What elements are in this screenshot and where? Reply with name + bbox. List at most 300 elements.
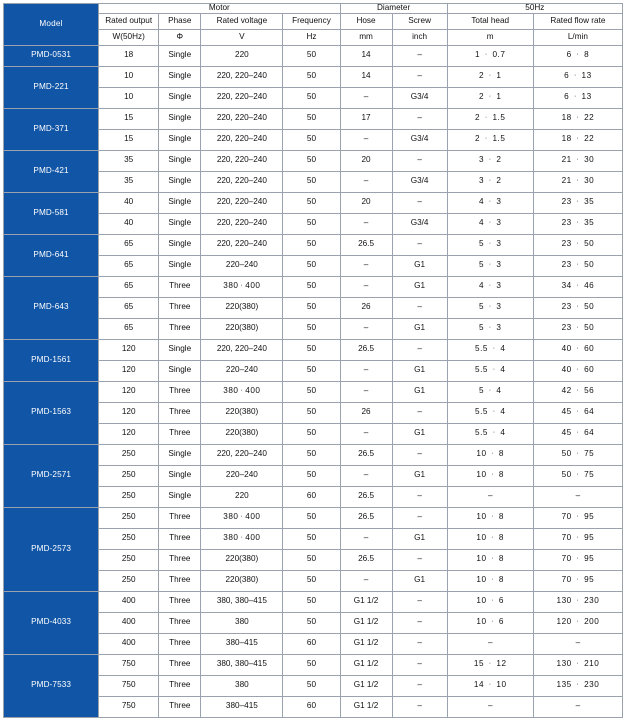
cell-hose: G1 1/2 xyxy=(340,675,392,696)
table-row xyxy=(4,507,623,528)
cell-rated-voltage: 220, 220–240 xyxy=(201,87,283,108)
cell-phase: Three xyxy=(159,402,201,423)
cell-frequency: 50 xyxy=(283,87,340,108)
cell-hose: 26.5 xyxy=(340,549,392,570)
cell-hose: G1 1/2 xyxy=(340,633,392,654)
cell-screw: G1 xyxy=(392,318,447,339)
cell-screw: G1 xyxy=(392,360,447,381)
cell-hose: – xyxy=(340,381,392,402)
cell-rated-voltage: 220(380) xyxy=(201,423,283,444)
cell-hose: G1 1/2 xyxy=(340,591,392,612)
cell-phase: Three xyxy=(159,549,201,570)
cell-hose: 26 xyxy=(340,297,392,318)
cell-phase: Single xyxy=(159,87,201,108)
cell-phase: Three xyxy=(159,591,201,612)
cell-rated-output: 65 xyxy=(99,234,159,255)
model-cell: PMD-0531 xyxy=(4,45,99,66)
cell-rated-voltage: 220, 220–240 xyxy=(201,66,283,87)
cell-rated-output: 15 xyxy=(99,108,159,129)
cell-phase: Three xyxy=(159,612,201,633)
cell-hose: 20 xyxy=(340,150,392,171)
table-row xyxy=(4,45,623,66)
cell-total-head: 4 · 3 xyxy=(447,276,533,297)
cell-phase: Three xyxy=(159,675,201,696)
cell-rated-flow-rate: 130 · 230 xyxy=(533,591,622,612)
cell-rated-voltage: 220(380) xyxy=(201,402,283,423)
header-group-motor: Motor xyxy=(99,4,340,14)
cell-total-head: 2 · 1 xyxy=(447,87,533,108)
cell-total-head: 2 · 1.5 xyxy=(447,129,533,150)
table-header xyxy=(4,4,623,46)
cell-rated-voltage: 220(380) xyxy=(201,318,283,339)
cell-screw: – xyxy=(392,654,447,675)
cell-rated-flow-rate: 18 · 22 xyxy=(533,108,622,129)
table-body xyxy=(4,45,623,717)
cell-rated-voltage: 220 xyxy=(201,45,283,66)
cell-phase: Three xyxy=(159,381,201,402)
cell-total-head: 5 · 3 xyxy=(447,255,533,276)
cell-frequency: 50 xyxy=(283,360,340,381)
cell-screw: G1 xyxy=(392,255,447,276)
cell-total-head: 4 · 3 xyxy=(447,192,533,213)
cell-total-head: 5.5 · 4 xyxy=(447,423,533,444)
cell-hose: 17 xyxy=(340,108,392,129)
cell-frequency: 50 xyxy=(283,465,340,486)
cell-rated-flow-rate: 40 · 60 xyxy=(533,339,622,360)
cell-rated-flow-rate: 23 · 50 xyxy=(533,318,622,339)
cell-rated-flow-rate: – xyxy=(533,633,622,654)
cell-hose: – xyxy=(340,423,392,444)
cell-rated-flow-rate: 34 · 46 xyxy=(533,276,622,297)
cell-frequency: 60 xyxy=(283,486,340,507)
cell-hose: G1 1/2 xyxy=(340,654,392,675)
table-row xyxy=(4,654,623,675)
cell-rated-output: 750 xyxy=(99,696,159,717)
table-row xyxy=(4,150,623,171)
cell-screw: – xyxy=(392,507,447,528)
cell-phase: Three xyxy=(159,570,201,591)
model-cell: PMD-7533 xyxy=(4,654,99,717)
cell-frequency: 50 xyxy=(283,150,340,171)
cell-hose: – xyxy=(340,213,392,234)
cell-hose: – xyxy=(340,129,392,150)
cell-rated-output: 120 xyxy=(99,339,159,360)
model-cell: PMD-1563 xyxy=(4,381,99,444)
unit-phase: Φ xyxy=(159,29,201,45)
cell-rated-output: 750 xyxy=(99,675,159,696)
cell-hose: 26.5 xyxy=(340,486,392,507)
cell-total-head: 3 · 2 xyxy=(447,150,533,171)
cell-rated-flow-rate: 135 · 230 xyxy=(533,675,622,696)
cell-rated-flow-rate: – xyxy=(533,486,622,507)
cell-screw: G1 xyxy=(392,465,447,486)
header-rated-output: Rated output xyxy=(99,13,159,29)
cell-phase: Single xyxy=(159,234,201,255)
cell-screw: – xyxy=(392,486,447,507)
cell-screw: – xyxy=(392,675,447,696)
cell-rated-voltage: 220, 220–240 xyxy=(201,108,283,129)
cell-total-head: 5 · 3 xyxy=(447,318,533,339)
cell-rated-voltage: 380, 380–415 xyxy=(201,591,283,612)
unit-frequency: Hz xyxy=(283,29,340,45)
cell-rated-voltage: 220(380) xyxy=(201,570,283,591)
cell-screw: G3/4 xyxy=(392,87,447,108)
cell-phase: Single xyxy=(159,360,201,381)
header-rated-flow-rate: Rated flow rate xyxy=(533,13,622,29)
cell-hose: – xyxy=(340,360,392,381)
cell-screw: – xyxy=(392,297,447,318)
header-hose: Hose xyxy=(340,13,392,29)
model-cell: PMD-371 xyxy=(4,108,99,150)
cell-frequency: 50 xyxy=(283,654,340,675)
cell-hose: 26.5 xyxy=(340,234,392,255)
table-row xyxy=(4,276,623,297)
cell-hose: 14 xyxy=(340,45,392,66)
cell-rated-voltage: 220(380) xyxy=(201,297,283,318)
table-row xyxy=(4,339,623,360)
cell-frequency: 50 xyxy=(283,45,340,66)
cell-rated-flow-rate: 6 · 13 xyxy=(533,66,622,87)
cell-hose: 26 xyxy=(340,402,392,423)
spec-sheet xyxy=(0,3,626,711)
cell-screw: – xyxy=(392,549,447,570)
cell-screw: G1 xyxy=(392,570,447,591)
cell-phase: Single xyxy=(159,339,201,360)
cell-rated-voltage: 220, 220–240 xyxy=(201,339,283,360)
cell-screw: – xyxy=(392,444,447,465)
cell-rated-output: 120 xyxy=(99,423,159,444)
cell-hose: – xyxy=(340,318,392,339)
cell-rated-voltage: 220–240 xyxy=(201,360,283,381)
cell-total-head: 10 · 8 xyxy=(447,570,533,591)
cell-rated-flow-rate: 120 · 200 xyxy=(533,612,622,633)
cell-total-head: 15 · 12 xyxy=(447,654,533,675)
cell-total-head: 1 · 0.7 xyxy=(447,45,533,66)
cell-hose: 26.5 xyxy=(340,507,392,528)
cell-frequency: 50 xyxy=(283,423,340,444)
cell-screw: G1 xyxy=(392,381,447,402)
header-total-head: Total head xyxy=(447,13,533,29)
cell-rated-voltage: 220, 220–240 xyxy=(201,192,283,213)
cell-frequency: 60 xyxy=(283,633,340,654)
cell-screw: – xyxy=(392,234,447,255)
cell-phase: Single xyxy=(159,486,201,507)
cell-rated-voltage: 220, 220–240 xyxy=(201,234,283,255)
table-row xyxy=(4,591,623,612)
cell-screw: – xyxy=(392,339,447,360)
header-group-50hz: 50Hz xyxy=(447,4,622,14)
cell-rated-output: 120 xyxy=(99,381,159,402)
header-phase: Phase xyxy=(159,13,201,29)
cell-rated-flow-rate: 70 · 95 xyxy=(533,507,622,528)
cell-screw: G3/4 xyxy=(392,171,447,192)
cell-rated-voltage: 220 xyxy=(201,486,283,507)
cell-phase: Three xyxy=(159,276,201,297)
cell-total-head: 5.5 · 4 xyxy=(447,360,533,381)
cell-rated-flow-rate: 50 · 75 xyxy=(533,444,622,465)
table-row xyxy=(4,108,623,129)
model-cell: PMD-2571 xyxy=(4,444,99,507)
table-row xyxy=(4,444,623,465)
cell-rated-output: 400 xyxy=(99,591,159,612)
cell-screw: – xyxy=(392,45,447,66)
cell-frequency: 50 xyxy=(283,612,340,633)
cell-phase: Single xyxy=(159,171,201,192)
cell-frequency: 50 xyxy=(283,129,340,150)
cell-frequency: 50 xyxy=(283,402,340,423)
cell-rated-flow-rate: 42 · 56 xyxy=(533,381,622,402)
cell-frequency: 50 xyxy=(283,381,340,402)
model-cell: PMD-221 xyxy=(4,66,99,108)
cell-rated-output: 750 xyxy=(99,654,159,675)
cell-hose: – xyxy=(340,570,392,591)
cell-total-head: 5 · 4 xyxy=(447,381,533,402)
cell-screw: G3/4 xyxy=(392,213,447,234)
cell-phase: Single xyxy=(159,129,201,150)
cell-rated-output: 65 xyxy=(99,276,159,297)
cell-rated-voltage: 220, 220–240 xyxy=(201,129,283,150)
cell-rated-flow-rate: 23 · 35 xyxy=(533,213,622,234)
cell-hose: – xyxy=(340,276,392,297)
table-row xyxy=(4,381,623,402)
cell-total-head: 14 · 10 xyxy=(447,675,533,696)
header-model: Model xyxy=(4,4,99,46)
cell-phase: Single xyxy=(159,255,201,276)
cell-hose: G1 1/2 xyxy=(340,696,392,717)
cell-hose: 26.5 xyxy=(340,444,392,465)
cell-frequency: 50 xyxy=(283,213,340,234)
cell-frequency: 50 xyxy=(283,297,340,318)
cell-rated-voltage: 220, 220–240 xyxy=(201,171,283,192)
cell-rated-voltage: 220(380) xyxy=(201,549,283,570)
cell-phase: Three xyxy=(159,696,201,717)
cell-rated-output: 10 xyxy=(99,66,159,87)
unit-rated-output: W(50Hz) xyxy=(99,29,159,45)
cell-screw: G1 xyxy=(392,276,447,297)
cell-total-head: 10 · 8 xyxy=(447,528,533,549)
cell-screw: G3/4 xyxy=(392,129,447,150)
cell-hose: G1 1/2 xyxy=(340,612,392,633)
cell-screw: – xyxy=(392,66,447,87)
cell-total-head: 10 · 8 xyxy=(447,507,533,528)
cell-rated-output: 250 xyxy=(99,528,159,549)
model-cell: PMD-2573 xyxy=(4,507,99,591)
cell-rated-voltage: 220–240 xyxy=(201,465,283,486)
cell-total-head: – xyxy=(447,486,533,507)
cell-phase: Three xyxy=(159,423,201,444)
unit-hose: mm xyxy=(340,29,392,45)
model-cell: PMD-641 xyxy=(4,234,99,276)
cell-phase: Single xyxy=(159,444,201,465)
cell-rated-output: 18 xyxy=(99,45,159,66)
cell-rated-flow-rate: 23 · 50 xyxy=(533,297,622,318)
header-frequency: Frequency xyxy=(283,13,340,29)
cell-rated-voltage: 220, 220–240 xyxy=(201,444,283,465)
cell-frequency: 50 xyxy=(283,276,340,297)
cell-frequency: 50 xyxy=(283,675,340,696)
cell-rated-voltage: 220–240 xyxy=(201,255,283,276)
cell-phase: Three xyxy=(159,507,201,528)
cell-hose: 26.5 xyxy=(340,339,392,360)
cell-rated-flow-rate: 70 · 95 xyxy=(533,549,622,570)
cell-rated-output: 65 xyxy=(99,318,159,339)
cell-frequency: 50 xyxy=(283,108,340,129)
cell-total-head: – xyxy=(447,696,533,717)
cell-total-head: 10 · 6 xyxy=(447,612,533,633)
cell-total-head: 5 · 3 xyxy=(447,234,533,255)
cell-phase: Single xyxy=(159,66,201,87)
cell-phase: Single xyxy=(159,192,201,213)
cell-screw: – xyxy=(392,612,447,633)
cell-rated-voltage: 380 · 400 xyxy=(201,528,283,549)
cell-rated-flow-rate: 21 · 30 xyxy=(533,171,622,192)
cell-frequency: 50 xyxy=(283,171,340,192)
cell-rated-output: 35 xyxy=(99,171,159,192)
cell-total-head: 5 · 3 xyxy=(447,297,533,318)
cell-frequency: 50 xyxy=(283,318,340,339)
cell-total-head: 10 · 6 xyxy=(447,591,533,612)
cell-frequency: 50 xyxy=(283,549,340,570)
cell-hose: – xyxy=(340,87,392,108)
table-row xyxy=(4,234,623,255)
cell-total-head: 2 · 1.5 xyxy=(447,108,533,129)
cell-frequency: 50 xyxy=(283,234,340,255)
cell-rated-voltage: 380 · 400 xyxy=(201,276,283,297)
table-row xyxy=(4,66,623,87)
cell-rated-output: 15 xyxy=(99,129,159,150)
cell-rated-voltage: 380, 380–415 xyxy=(201,654,283,675)
cell-total-head: 2 · 1 xyxy=(447,66,533,87)
cell-rated-output: 10 xyxy=(99,87,159,108)
cell-phase: Three xyxy=(159,654,201,675)
cell-frequency: 50 xyxy=(283,591,340,612)
header-group-diameter: Diameter xyxy=(340,4,447,14)
cell-hose: – xyxy=(340,171,392,192)
cell-rated-output: 250 xyxy=(99,507,159,528)
cell-phase: Single xyxy=(159,150,201,171)
cell-rated-output: 400 xyxy=(99,633,159,654)
model-cell: PMD-643 xyxy=(4,276,99,339)
header-row-groups xyxy=(4,4,623,14)
cell-total-head: – xyxy=(447,633,533,654)
cell-total-head: 10 · 8 xyxy=(447,465,533,486)
cell-frequency: 50 xyxy=(283,339,340,360)
cell-rated-output: 65 xyxy=(99,297,159,318)
unit-rated-flow-rate: L/min xyxy=(533,29,622,45)
unit-rated-voltage: V xyxy=(201,29,283,45)
cell-total-head: 10 · 8 xyxy=(447,444,533,465)
cell-total-head: 5.5 · 4 xyxy=(447,402,533,423)
cell-rated-voltage: 220, 220–240 xyxy=(201,150,283,171)
cell-screw: G1 xyxy=(392,423,447,444)
cell-screw: – xyxy=(392,150,447,171)
cell-rated-voltage: 380 · 400 xyxy=(201,381,283,402)
model-cell: PMD-4033 xyxy=(4,591,99,654)
cell-screw: – xyxy=(392,696,447,717)
model-cell: PMD-421 xyxy=(4,150,99,192)
unit-total-head: m xyxy=(447,29,533,45)
cell-frequency: 50 xyxy=(283,192,340,213)
cell-rated-voltage: 380 · 400 xyxy=(201,507,283,528)
cell-phase: Single xyxy=(159,108,201,129)
cell-screw: – xyxy=(392,591,447,612)
header-screw: Screw xyxy=(392,13,447,29)
cell-screw: – xyxy=(392,633,447,654)
cell-rated-voltage: 380 xyxy=(201,612,283,633)
header-rated-voltage: Rated voltage xyxy=(201,13,283,29)
cell-rated-flow-rate: – xyxy=(533,696,622,717)
cell-rated-output: 40 xyxy=(99,192,159,213)
cell-total-head: 4 · 3 xyxy=(447,213,533,234)
cell-screw: – xyxy=(392,192,447,213)
cell-frequency: 50 xyxy=(283,255,340,276)
cell-rated-output: 250 xyxy=(99,486,159,507)
cell-screw: – xyxy=(392,108,447,129)
cell-rated-output: 250 xyxy=(99,570,159,591)
cell-rated-flow-rate: 45 · 64 xyxy=(533,423,622,444)
cell-frequency: 60 xyxy=(283,696,340,717)
cell-frequency: 50 xyxy=(283,570,340,591)
model-cell: PMD-1561 xyxy=(4,339,99,381)
cell-screw: – xyxy=(392,402,447,423)
cell-rated-flow-rate: 21 · 30 xyxy=(533,150,622,171)
cell-phase: Single xyxy=(159,213,201,234)
cell-rated-flow-rate: 23 · 35 xyxy=(533,192,622,213)
cell-phase: Three xyxy=(159,633,201,654)
cell-rated-flow-rate: 130 · 210 xyxy=(533,654,622,675)
model-cell: PMD-581 xyxy=(4,192,99,234)
cell-rated-flow-rate: 6 · 8 xyxy=(533,45,622,66)
cell-phase: Three xyxy=(159,297,201,318)
cell-total-head: 3 · 2 xyxy=(447,171,533,192)
cell-hose: – xyxy=(340,255,392,276)
cell-rated-flow-rate: 23 · 50 xyxy=(533,234,622,255)
cell-rated-output: 250 xyxy=(99,549,159,570)
cell-rated-output: 250 xyxy=(99,444,159,465)
cell-rated-flow-rate: 70 · 95 xyxy=(533,570,622,591)
cell-frequency: 50 xyxy=(283,507,340,528)
cell-screw: G1 xyxy=(392,528,447,549)
table-row xyxy=(4,192,623,213)
cell-rated-flow-rate: 18 · 22 xyxy=(533,129,622,150)
cell-rated-flow-rate: 50 · 75 xyxy=(533,465,622,486)
pump-specification-table xyxy=(3,3,623,718)
cell-hose: – xyxy=(340,465,392,486)
cell-rated-output: 65 xyxy=(99,255,159,276)
cell-frequency: 50 xyxy=(283,528,340,549)
cell-total-head: 10 · 8 xyxy=(447,549,533,570)
cell-rated-flow-rate: 23 · 50 xyxy=(533,255,622,276)
cell-rated-flow-rate: 6 · 13 xyxy=(533,87,622,108)
cell-phase: Three xyxy=(159,528,201,549)
cell-phase: Three xyxy=(159,318,201,339)
cell-frequency: 50 xyxy=(283,444,340,465)
cell-rated-flow-rate: 70 · 95 xyxy=(533,528,622,549)
cell-hose: 14 xyxy=(340,66,392,87)
cell-rated-flow-rate: 45 · 64 xyxy=(533,402,622,423)
cell-rated-output: 250 xyxy=(99,465,159,486)
cell-rated-output: 120 xyxy=(99,402,159,423)
cell-rated-flow-rate: 40 · 60 xyxy=(533,360,622,381)
cell-phase: Single xyxy=(159,465,201,486)
cell-rated-voltage: 380–415 xyxy=(201,633,283,654)
unit-screw: inch xyxy=(392,29,447,45)
cell-rated-voltage: 220, 220–240 xyxy=(201,213,283,234)
cell-rated-voltage: 380 xyxy=(201,675,283,696)
cell-frequency: 50 xyxy=(283,66,340,87)
cell-rated-output: 120 xyxy=(99,360,159,381)
cell-rated-voltage: 380–415 xyxy=(201,696,283,717)
